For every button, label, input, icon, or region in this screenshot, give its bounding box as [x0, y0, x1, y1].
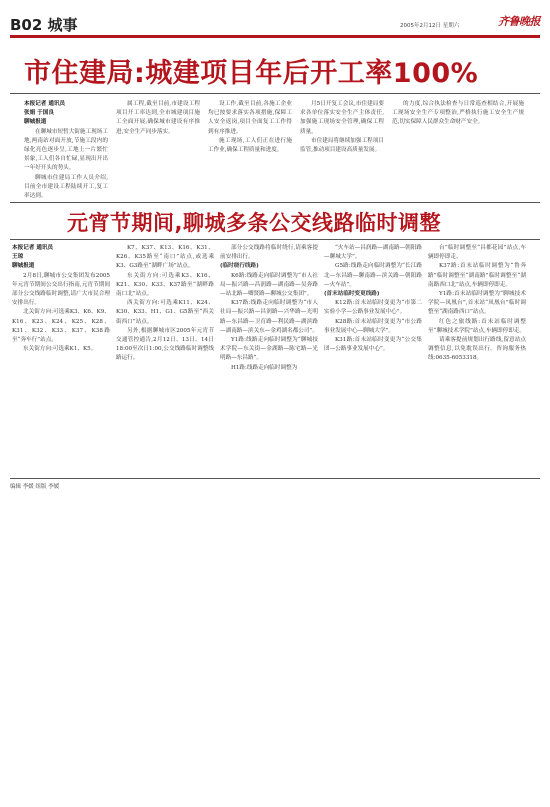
article1-byline	[24, 100, 108, 128]
date-line	[400, 21, 459, 29]
footer-rule	[10, 478, 540, 479]
article2-byline	[12, 244, 110, 272]
byline-line: 本报记者 通讯员	[12, 245, 54, 251]
paragraph: 月5日开复工会议,市住建局要求各单位落实安全生产主体责任,加强施工现场安全管理,确保工程质量。	[300, 101, 384, 135]
section-name: 城事	[47, 16, 78, 34]
headline1-rule	[10, 93, 540, 94]
article2-column-3	[220, 244, 318, 472]
article2-column-2	[116, 244, 214, 472]
issue-weekday: 星期六	[442, 23, 460, 29]
paragraph: 东关街方向:可选乘K3、K16、K21、K30、K33、K37路至“湖畔路南口北”站点。	[116, 272, 214, 298]
article2-column-1	[12, 244, 110, 472]
paragraph: K6路:线路走向临时调整为“市人社局—振兴路—昌润路—湖南路—吴奔路—站北路—卿贤路—聊城公交集团”。	[220, 272, 318, 298]
article1-column-4	[300, 100, 384, 200]
paragraph: 设工作,截至目前,各施工企业均已按要求落实各项措施,保障工人安全返岗,项目全面复工工作得到有序推进。	[208, 101, 292, 135]
paragraph: G5路:线路走向临时调整为“长江路北—东昌路—聊南路—滨关路—朝阳路—火车站”。	[324, 263, 422, 288]
byline-line: 聊城报道	[24, 119, 47, 126]
article1-headline: 市住建局:城建项目年后开工率100%	[24, 58, 479, 89]
section-number: B02	[10, 16, 43, 34]
article2-column-5	[428, 244, 526, 472]
byline-line: 本报记者 通讯员	[24, 101, 66, 107]
editor-credit: 编辑 李媛 组版 李媛	[10, 484, 60, 490]
section-code	[10, 14, 78, 35]
paragraph: 属工程,截至目前,市建设工程项目开工率达到,全市城建项目施工全面开展,确保城市建设有序推进,安全生产同步落实。	[116, 101, 200, 135]
paragraph: K37路:线路走向临时调整为“市人社局—振兴路—昌润路—兴华路—光明路—东昌路—卫育路—利民路—湖滨路—湖南路—滨关东—金鸡湖名都公司”。	[220, 300, 318, 334]
paragraph: “火车站—昌润路—湖南路—朝阳路—聊城大学”。	[324, 245, 422, 261]
paragraph: 在聊城市短暂大街施工现场工地,两南站对面开放,节施工段内的绿化亮色逐步呈,工地上一片繁忙景象,工人们各自忙碌,显现出开出一年好开头的势头。	[24, 128, 108, 172]
paragraph: 台”临时调整至“昌都花园”站点,车辆即停即走。	[428, 245, 526, 261]
paragraph: H1路:线路走向临时调整为	[231, 364, 298, 371]
paragraph: 东关街方向:可选乘K1、K5。	[23, 346, 97, 353]
paragraph: 施工现场,工人们正在进行施工作业,确保工程质量和进度。	[208, 137, 292, 154]
issue-date: 2005年2月12日	[400, 23, 441, 29]
paragraph: 市住建局将继续加强工程项目监管,推动项目建设高质量发展。	[300, 137, 384, 154]
paragraph: K7、K37、K13、K16、K31、K26、K35路至“南口”站点,或选乘K3、G3路至“湖畔广场”站点。	[116, 245, 214, 270]
paragraph: Y1路:线路走向临时调整为“聊城技术学院—东关街—金湖路—陈宅路—光明路—东昌路”。	[220, 337, 318, 362]
paragraph: 2月8日,聊城市公交集团发布2005年元宵节期间公交出行指南,元宵节期间部分公交线路临时调整,请广大市民合理安排出行。	[12, 272, 110, 307]
paragraph: K28路:首末站临时变更为“市公路事业发展中心—聊城大学”。	[324, 318, 422, 334]
paragraph: 北关街方向:可选乘K3、K6、K9、K16、K23、K24、K25、K28、K31、K32、K33、K37、K38路至“奔车行”站点。	[12, 309, 110, 344]
paragraph: Y1路:首末站临时调整为“聊城技术学院—凤凰台”,首末站“凤凰台”临时调整至“湖南路西口”站点。	[428, 291, 526, 316]
headline2-rule	[10, 239, 540, 240]
subheading: (临时绕行线路)	[220, 263, 259, 270]
masthead	[10, 12, 540, 36]
paragraph: K37路:首末站临时调整为“鲁奔路”临时调整至“湖南路”临时调整至“湖南路西口北”站点,车辆即停即走。	[428, 263, 526, 288]
newspaper-logo: 齐鲁晚报	[498, 15, 540, 28]
paragraph: 部分公交线路将临时绕行,请乘客提前安排出行。	[220, 245, 318, 261]
article2-column-4	[324, 244, 422, 472]
paragraph: 另外,根据聊城市区2005年元宵节交通管控通告,2月12日、13日、14日18:00至次日1:00,公交线路临时调整线路运行。	[116, 327, 214, 362]
paragraph: 请乘客提前规划出行路线,留意站点调整信息,以免耽误出行。咨询服务热线:0635-6053318。	[428, 337, 526, 362]
paragraph: K12路:首末站临时变更为“市第二实验小学—公路事业发展中心”。	[324, 300, 422, 316]
paragraph: 的力度,综合执法检查与日常巡查相结合,开展施工现场安全生产专项整治,严格执行施工安全生产规范,切实保障人民群众生命财产安全。	[392, 101, 524, 126]
paragraph: 聊城市住建局工作人员介绍,目前全市建设工程陆续开工,复工率达到。	[24, 174, 108, 200]
masthead-rule	[10, 35, 540, 38]
paragraph: 西关街方向:可选乘K11、K24、K30、K33、H1、G1、G5路至“西关街西口”站点。	[116, 300, 214, 325]
article2-headline: 元宵节期间,聊城多条公交线路临时调整	[67, 211, 441, 235]
article1-column-1	[24, 100, 108, 200]
byline-line: 张娟 于国良	[24, 110, 54, 117]
article1-column-5	[392, 100, 524, 200]
article-divider	[10, 202, 540, 203]
article1-column-2	[116, 100, 200, 200]
paragraph: K31路:首末站临时变更为“公交集团—公路事业发展中心”。	[324, 337, 422, 353]
subheading: (首末站临时变更线路)	[324, 291, 380, 298]
article1-column-3	[208, 100, 292, 200]
byline-line: 王琼	[12, 254, 24, 261]
byline-line: 聊城报道	[12, 263, 35, 270]
paragraph: 红色之旅线路:首末站临时调整至“聊城技术学院”站点,车辆即停即走。	[428, 318, 526, 334]
